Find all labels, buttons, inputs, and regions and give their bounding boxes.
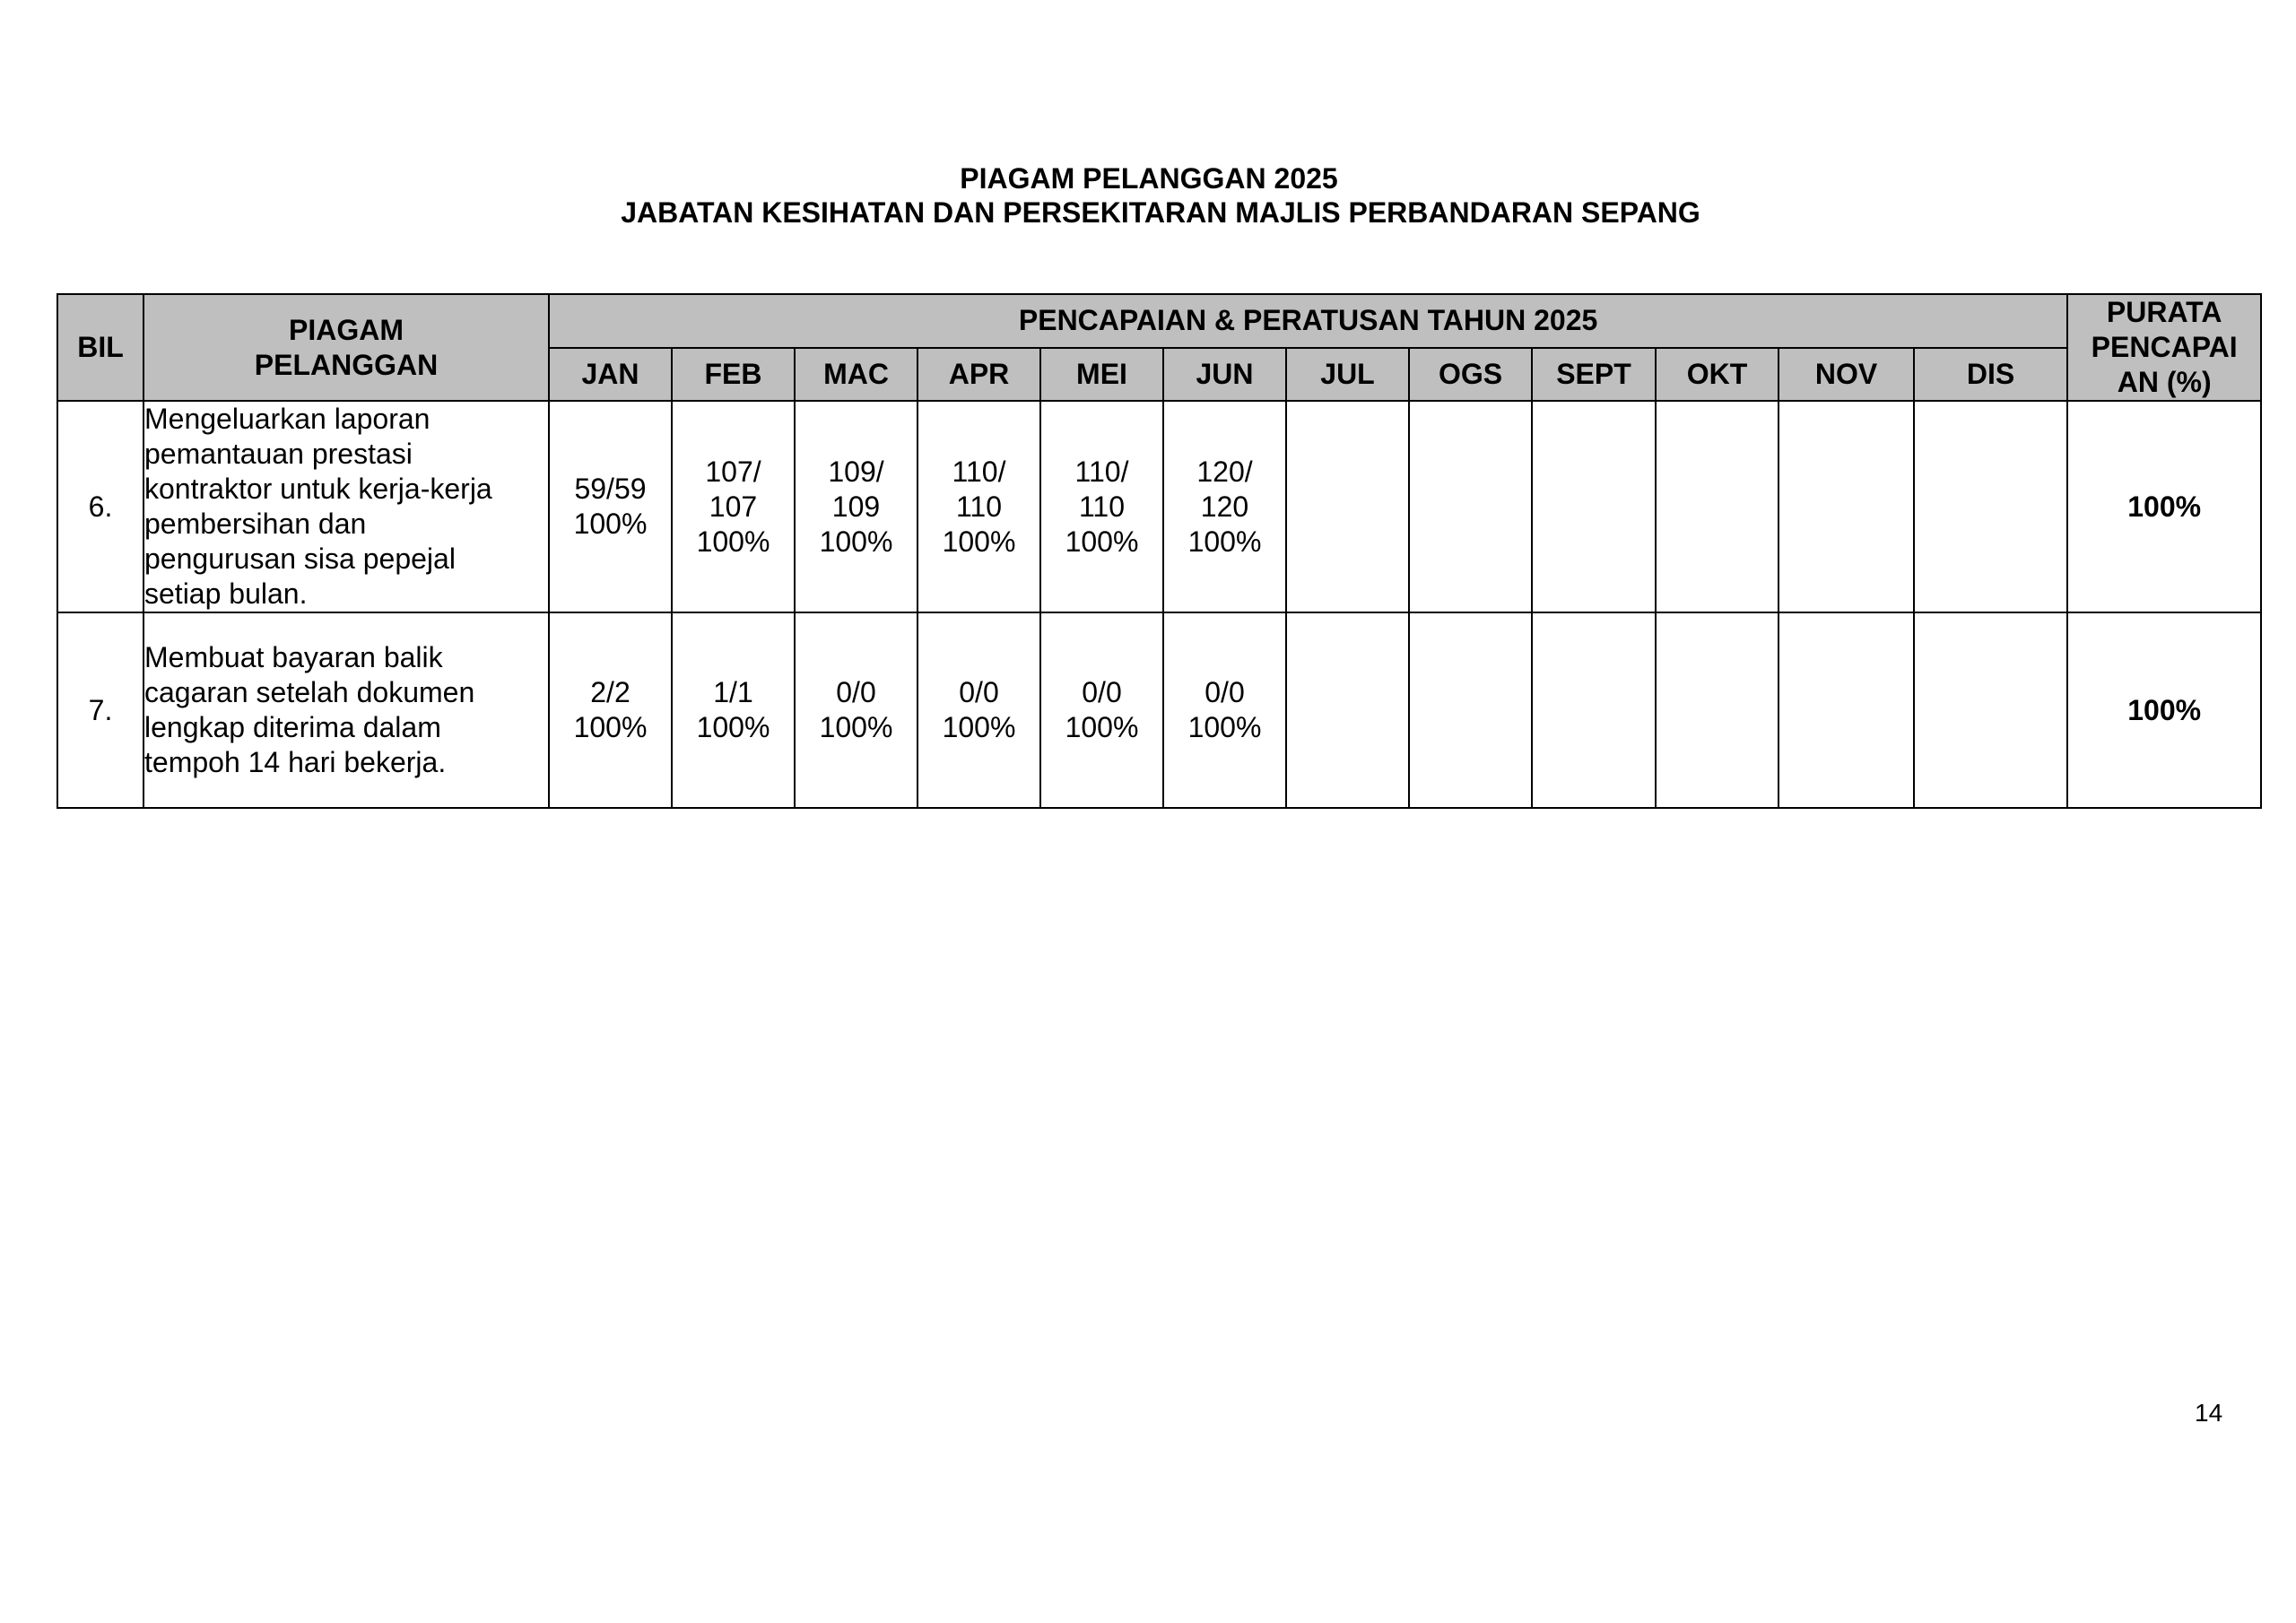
- description-line: pemantauan prestasi: [144, 438, 413, 470]
- header-achievement-group: PENCAPAIAN & PERATUSAN TAHUN 2025: [549, 294, 2067, 348]
- month-value-okt: [1656, 401, 1779, 612]
- month-value-jun: 120/ 120 100%: [1163, 401, 1286, 612]
- header-month: APR: [918, 348, 1040, 402]
- table-row: [57, 401, 2261, 612]
- header-month: JAN: [549, 348, 672, 402]
- header-bil: BIL: [57, 294, 144, 401]
- header-average-line1: PURATA: [2106, 296, 2222, 328]
- header-piagam-line2: PELANGGAN: [254, 348, 439, 381]
- average-achievement: 100%: [2067, 401, 2261, 612]
- month-value-sept: [1532, 401, 1656, 612]
- average-achievement: 100%: [2067, 612, 2261, 808]
- header-piagam-line1: PIAGAM: [289, 313, 404, 346]
- month-value-mei: 0/0 100%: [1040, 612, 1163, 808]
- description-line: kontraktor untuk kerja-kerja: [144, 473, 492, 505]
- month-value-sept: [1532, 612, 1656, 808]
- description-line: tempoh 14 hari bekerja.: [144, 746, 447, 778]
- description-line: pengurusan sisa pepejal: [144, 542, 456, 575]
- header-average-line3: AN (%): [2117, 366, 2212, 398]
- month-value-feb: 107/ 107 100%: [672, 401, 795, 612]
- header-average-line2: PENCAPAI: [2091, 331, 2238, 363]
- month-value-nov: [1779, 401, 1914, 612]
- header-month: OGS: [1409, 348, 1532, 402]
- row-number: 6.: [57, 401, 144, 612]
- month-value-mac: 0/0 100%: [795, 612, 918, 808]
- month-value-mac: 109/ 109 100%: [795, 401, 918, 612]
- month-value-feb: 1/1 100%: [672, 612, 795, 808]
- header-month: DIS: [1914, 348, 2067, 402]
- month-value-ogs: [1409, 612, 1532, 808]
- header-month: MAC: [795, 348, 918, 402]
- month-value-jan: 59/59 100%: [549, 401, 672, 612]
- month-value-ogs: [1409, 401, 1532, 612]
- charter-description: [144, 612, 549, 808]
- title-line-1: PIAGAM PELANGGAN 2025: [960, 162, 1338, 195]
- header-month: JUL: [1286, 348, 1409, 402]
- header-piagam: [144, 294, 549, 401]
- description-line: cagaran setelah dokumen: [144, 676, 475, 708]
- header-month: JUN: [1163, 348, 1286, 402]
- month-value-apr: 110/ 110 100%: [918, 401, 1040, 612]
- table-row: [57, 612, 2261, 808]
- header-month: SEPT: [1532, 348, 1656, 402]
- description-line: setiap bulan.: [144, 577, 308, 610]
- charter-description: [144, 401, 549, 612]
- description-line: pembersihan dan: [144, 508, 367, 540]
- customer-charter-table: [57, 293, 2262, 809]
- month-value-dis: [1914, 612, 2067, 808]
- month-value-mei: 110/ 110 100%: [1040, 401, 1163, 612]
- month-value-jul: [1286, 401, 1409, 612]
- header-month: FEB: [672, 348, 795, 402]
- title-line-2: JABATAN KESIHATAN DAN PERSEKITARAN MAJLIS PERBANDARAN SEPANG: [621, 196, 1700, 229]
- month-value-apr: 0/0 100%: [918, 612, 1040, 808]
- description-line: Membuat bayaran balik: [144, 641, 443, 673]
- header-average: [2067, 294, 2261, 401]
- month-value-dis: [1914, 401, 2067, 612]
- month-value-jun: 0/0 100%: [1163, 612, 1286, 808]
- page-number: 14: [2195, 1399, 2223, 1427]
- month-value-jul: [1286, 612, 1409, 808]
- document-title: [0, 161, 2296, 230]
- description-line: lengkap diterima dalam: [144, 711, 441, 743]
- month-value-okt: [1656, 612, 1779, 808]
- month-value-nov: [1779, 612, 1914, 808]
- row-number: 7.: [57, 612, 144, 808]
- description-line: Mengeluarkan laporan: [144, 403, 430, 435]
- header-row-1: [57, 294, 2261, 348]
- header-month: OKT: [1656, 348, 1779, 402]
- header-month: MEI: [1040, 348, 1163, 402]
- header-month: NOV: [1779, 348, 1914, 402]
- month-value-jan: 2/2 100%: [549, 612, 672, 808]
